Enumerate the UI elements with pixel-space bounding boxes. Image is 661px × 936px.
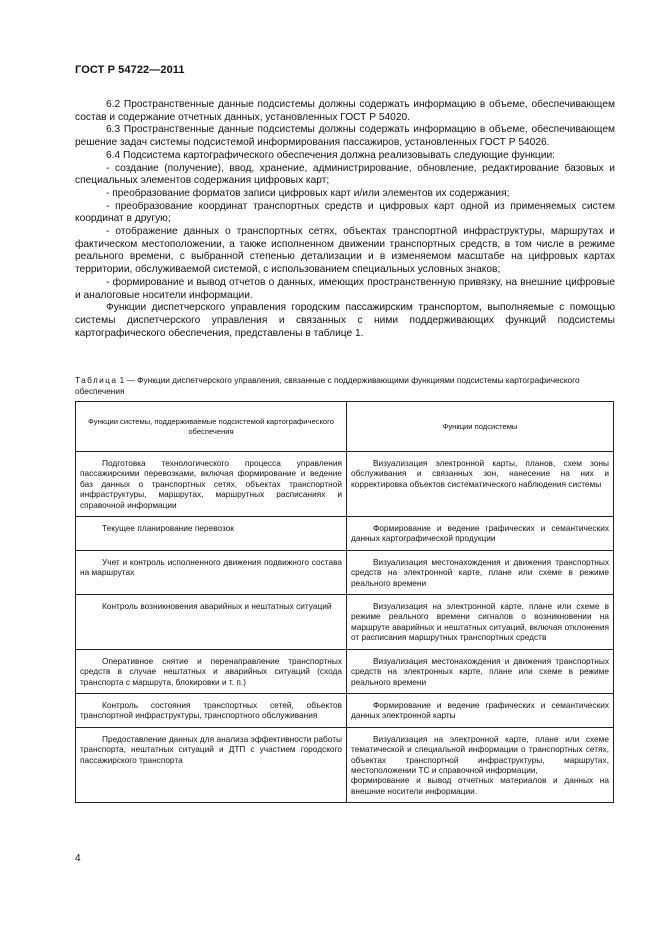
list-item: - преобразование координат транспортных средств и цифровых карт одной из применяемых систем координат в другую;: [75, 200, 615, 225]
cell-system: Подготовка технологического процесса управления пассажирскими перевозками, включая формирование и ведение баз данных о транспортных сетях, объектах транспортной инфраструктуры, маршрутах, маршрутных расписаниях и справочной информации: [76, 452, 347, 517]
cell-system: Оперативное снятие и перенаправление транспортных средств в случае нештатных и аварийных ситуаций (схода транспорта с маршрута, блокировки и т. п.): [76, 649, 347, 693]
table-row: [76, 693, 614, 727]
cell-subsystem: Визуализация на электронной карте, плане или схеме тематической и специальной информации о транспортных сетях, объектах транспортной инфраструктуры, маршрутах, местоположении ТС и справочной информации, формирование и вывод отчетных материалов и данных на внешние носители информации.: [347, 727, 614, 802]
header-subsystem-functions: Функции подсистемы: [347, 402, 614, 452]
page-number: 4: [75, 853, 81, 864]
cell-system: Учет и контроль исполненного движения подвижного состава на маршрутах: [76, 550, 347, 594]
section-6-text: [75, 99, 615, 340]
cell-subsystem: Визуализация местонахождения и движения транспортных средств на электронных карте, плане или схеме в режиме реального времени: [347, 649, 614, 693]
cell-subsystem: Формирование и ведение графических и семантических данных картографической продукции: [347, 517, 614, 551]
table-caption-label: Таблица: [75, 375, 118, 385]
table-header-row: [76, 402, 614, 452]
paragraph-table-intro: Функции диспетчерского управления городским пассажирским транспортом, выполняемые с помощью системы диспетчерского управления и связанных с ними поддерживающих функций подсистемы картографического обеспечения, представлены в таблице 1.: [75, 302, 615, 339]
list-item: - преобразование форматов записи цифровых карт и/или элементов их содержания;: [106, 187, 510, 199]
paragraph-6-4: 6.4 Подсистема картографического обеспечения должна реализовывать следующие функции:: [106, 149, 555, 161]
table-row: [76, 595, 614, 650]
cell-subsystem: Визуализация электронной карты, планов, схем зоны обслуживания и связанных зон, нанесение на них и корректировка объектов систематического наблюдения системы: [347, 452, 614, 517]
cell-subsystem: Визуализация местонахождения и движения транспортных средств на электронной карте, плане или схеме в режиме реального времени: [347, 550, 614, 594]
table-row: [76, 550, 614, 594]
paragraph-6-2: 6.2 Пространственные данные подсистемы должны содержать информацию в объеме, обеспечивающем состав и содержание отчетных данных, установленных ГОСТ Р 54020.: [75, 99, 615, 123]
header-system-functions: Функции системы, поддерживаемые подсистемой картографического обеспечения: [76, 402, 347, 452]
list-item: - отображение данных о транспортных сетях, объектах транспортной инфраструктуры, маршрутах и фактическом местоположении, а также исполненном движении транспортных средств, в том числе в режиме реального времени, с выбранной степенью детализации и в изменяемом масштабе на цифровых картах территории, обслуживаемой системой, с использованием специальных условных знаков;: [75, 226, 615, 276]
table-caption: [75, 375, 625, 396]
table-row: [76, 727, 614, 802]
cell-system: Контроль возникновения аварийных и нештатных ситуаций: [76, 595, 347, 650]
table-row: [76, 649, 614, 693]
cell-system: Текущее планирование перевозок: [76, 517, 347, 551]
table-row: [76, 517, 614, 551]
list-item: - создание (получение), ввод, хранение, администрирование, обновление, редактирование базовых и специальных элементов содержания цифровых карт;: [75, 162, 615, 187]
list-item: - формирование и вывод отчетов о данных, имеющих пространственную привязку, на внешние цифровые и аналоговые носители информации.: [75, 276, 615, 301]
standard-header: ГОСТ Р 54722—2011: [75, 64, 185, 76]
cell-system: Контроль состояния транспортных сетей, объектов транспортной инфраструктуры, транспортного обслуживания: [76, 693, 347, 727]
cell-subsystem: Формирование и ведение графических и семантических данных электронной карты: [347, 693, 614, 727]
cell-subsystem: Визуализация на электронной карте, плане или схеме в режиме реального времени сигналов о возникновении на маршруте аварийных и нештатных ситуаций, включая отклонения от расписания маршрутных транспортных средств: [347, 595, 614, 650]
table-row: [76, 452, 614, 517]
table-caption-text: 1 — Функции диспетчерского управления, связанные с поддерживающими функциями подсистемы картографического обеспечения: [75, 375, 580, 396]
functions-table: [75, 401, 614, 803]
cell-system: Предоставление данных для анализа эффективности работы транспорта, нештатных ситуаций и ДТП с участием городского пассажирского транспорта: [76, 727, 347, 802]
paragraph-6-3: 6.3 Пространственные данные подсистемы должны содержать информацию в объеме, обеспечивающем решение задач системы подсистемой информирования пассажиров, установленных ГОСТ Р 54026.: [75, 124, 615, 149]
